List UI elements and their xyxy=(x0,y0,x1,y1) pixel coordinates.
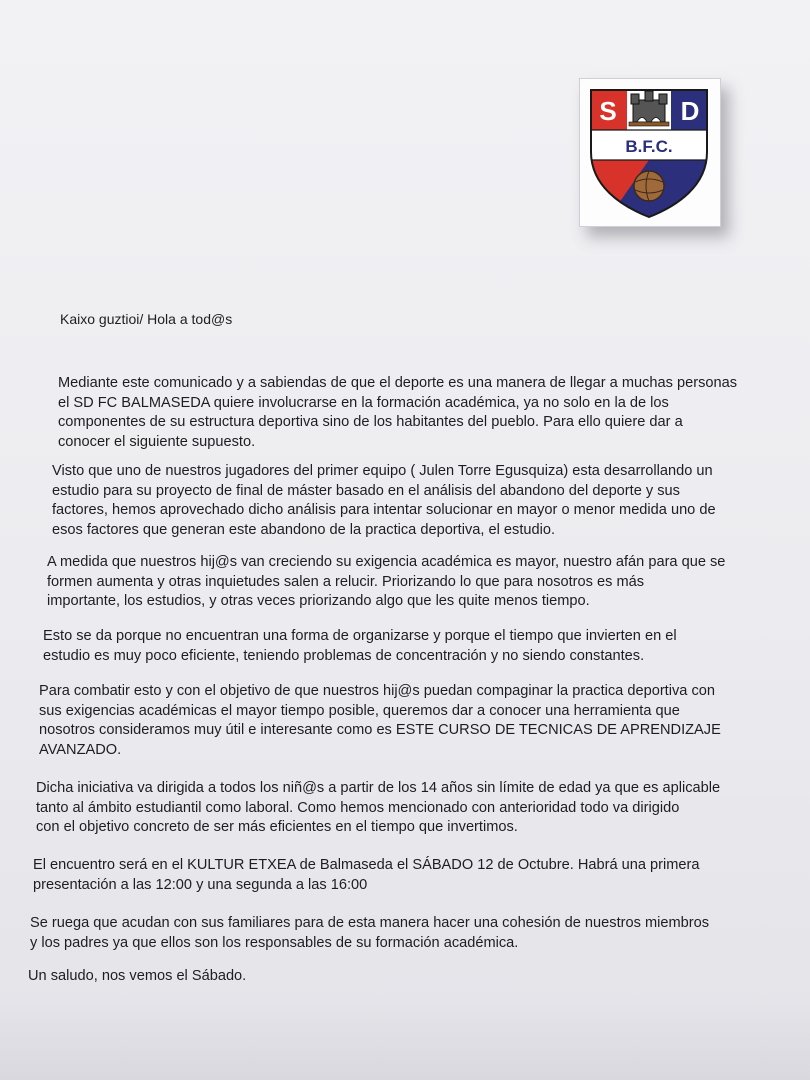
paragraph-problem: Esto se da porque no encuentran una forma de organizarse y porque el tiempo que invierten en el estudio es muy poco eficiente, teniendo problemas de concentración y no siendo constantes. xyxy=(43,628,677,664)
paragraph-course: Para combatir esto y con el objetivo de que nuestros hij@s puedan compaginar la practica deportiva con sus exigencias académicas el mayor tiempo posible, queremos dar a conocer una herramienta que nosotros consideramos muy útil e interesante como es ESTE CURSO DE TECNICAS DE APRENDIZAJE AVANZADO. xyxy=(39,683,721,758)
club-crest-frame xyxy=(579,78,721,227)
closing-line: Un saludo, nos vemos el Sábado. xyxy=(28,968,247,984)
crest-letter-d: D xyxy=(680,96,700,126)
paragraph-study: Visto que uno de nuestros jugadores del primer equipo ( Julen Torre Egusquiza) esta desarrollando un estudio para su proyecto de final de máster basado en el análisis del abandono del deporte y sus factores, hemos aprovechado dicho análisis para intentar solucionar en mayor o menor medida uno de esos factores que generan este abandono de la practica deportiva, el estudio. xyxy=(52,463,716,538)
paragraph-families: Se ruega que acudan con sus familiares para de esta manera hacer una cohesión de nuestros miembros y los padres ya que ellos son los responsables de su formación académica. xyxy=(30,915,710,951)
greeting: Kaixo guztioi/ Hola a tod@s xyxy=(60,311,233,327)
paragraph-audience: Dicha iniciativa va dirigida a todos los niñ@s a partir de los 14 años sin límite de edad ya que es aplicable tanto al ámbito estudiantil como laboral. Como hemos mencionado con anterioridad todo va dirigido con el objetivo concreto de ser más eficientes en el tiempo que invertimos. xyxy=(36,780,721,835)
football-icon xyxy=(634,171,664,201)
crest-letter-s: S xyxy=(599,96,617,126)
paragraph-demands: A medida que nuestros hij@s van creciendo su exigencia académica es mayor, nuestro afán para que se formen aumenta y otras inquietudes salen a relucir. Priorizando lo que para nosotros es más importante, los estudios, y otras veces priorizando algo que les quite menos tiempo. xyxy=(47,554,726,609)
paragraph-event: El encuentro será en el KULTUR ETXEA de Balmaseda el SÁBADO 12 de Octubre. Habrá una primera presentación a las 12:00 y una segunda a las 16:00 xyxy=(33,857,700,893)
club-crest-logo xyxy=(587,86,711,220)
castle-icon xyxy=(629,91,669,126)
crest-initials: B.F.C. xyxy=(625,137,673,156)
paragraph-intro: Mediante este comunicado y a sabiendas de que el deporte es una manera de llegar a muchas personas el SD FC BALMASEDA quiere involucrarse en la formación académica, ya no solo en la de los componentes de su estructura deportiva sino de los habitantes del pueblo. Para ello quiere dar a conocer el siguiente supuesto. xyxy=(58,375,738,450)
